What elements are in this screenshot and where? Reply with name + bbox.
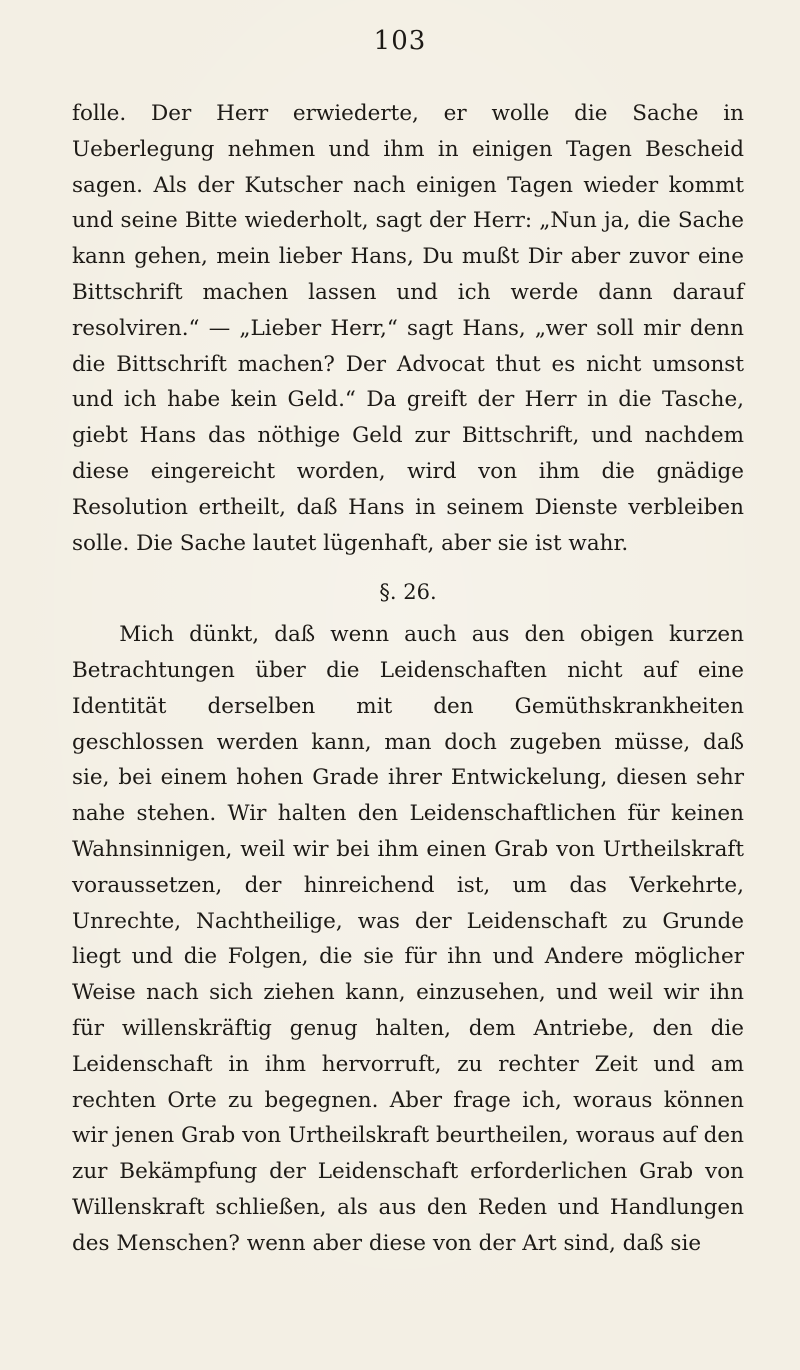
section-heading: §. 26. (379, 580, 437, 605)
paragraph: Mich dünkt, daß wenn auch aus den obigen kurzen Betrachtungen über die Leidenschaften nicht auf eine Identität derselben mit den Gemüthskrankheiten geschlossen werden kann, man doch zugeben müsse, daß sie, bei einem hohen Grade ihrer Entwickelung, diesen sehr nahe stehen. Wir halten den Leidenschaftlichen für keinen Wahnsinnigen, weil wir bei ihm einen Grab von Urtheilskraft voraussetzen, der hinreichend ist, um das Verkehrte, Unrechte, Nachtheilige, was der Leidenschaft zu Grunde liegt und die Folgen, die sie für ihn und Andere möglicher Weise nach sich ziehen kann, einzusehen, und weil wir ihn für willenskräftig genug halten, dem Antriebe, den die Leidenschaft in ihm hervorruft, zu rechter Zeit und am rechten Orte zu begegnen. Aber frage ich, woraus können wir jenen Grab von Urtheilskraft beurtheilen, woraus auf den zur Bekämpfung der Leidenschaft erforderlichen Grab von Willenskraft schließen, als aus den Reden und Handlungen des Menschen? wenn aber diese von der Art sind, daß sie (72, 622, 744, 1256)
paragraph-continuation: folle. Der Herr erwiederte, er wolle die Sache in Ueberlegung nehmen und ihm in einigen Tagen Bescheid sagen. Als der Kutscher nach einigen Tagen wieder kommt und seine Bitte wiederholt, sagt der Herr: „Nun ja, die Sache kann gehen, mein lieber Hans, Du mußt Dir aber zuvor eine Bittschrift machen lassen und ich werde dann darauf resolviren.“ — „Lieber Herr,“ sagt Hans, „wer soll mir denn die Bittschrift machen? Der Advocat thut es nicht umsonst und ich habe kein Geld.“ Da greift der Herr in die Tasche, giebt Hans das nöthige Geld zur Bittschrift, und nachdem diese eingereicht worden, wird von ihm die gnädige Resolution ertheilt, daß Hans in seinem Dienste verbleiben solle. Die Sache lautet lügenhaft, aber sie ist wahr. (72, 101, 744, 556)
body-text (72, 96, 744, 1262)
page-number: 103 (373, 26, 427, 56)
